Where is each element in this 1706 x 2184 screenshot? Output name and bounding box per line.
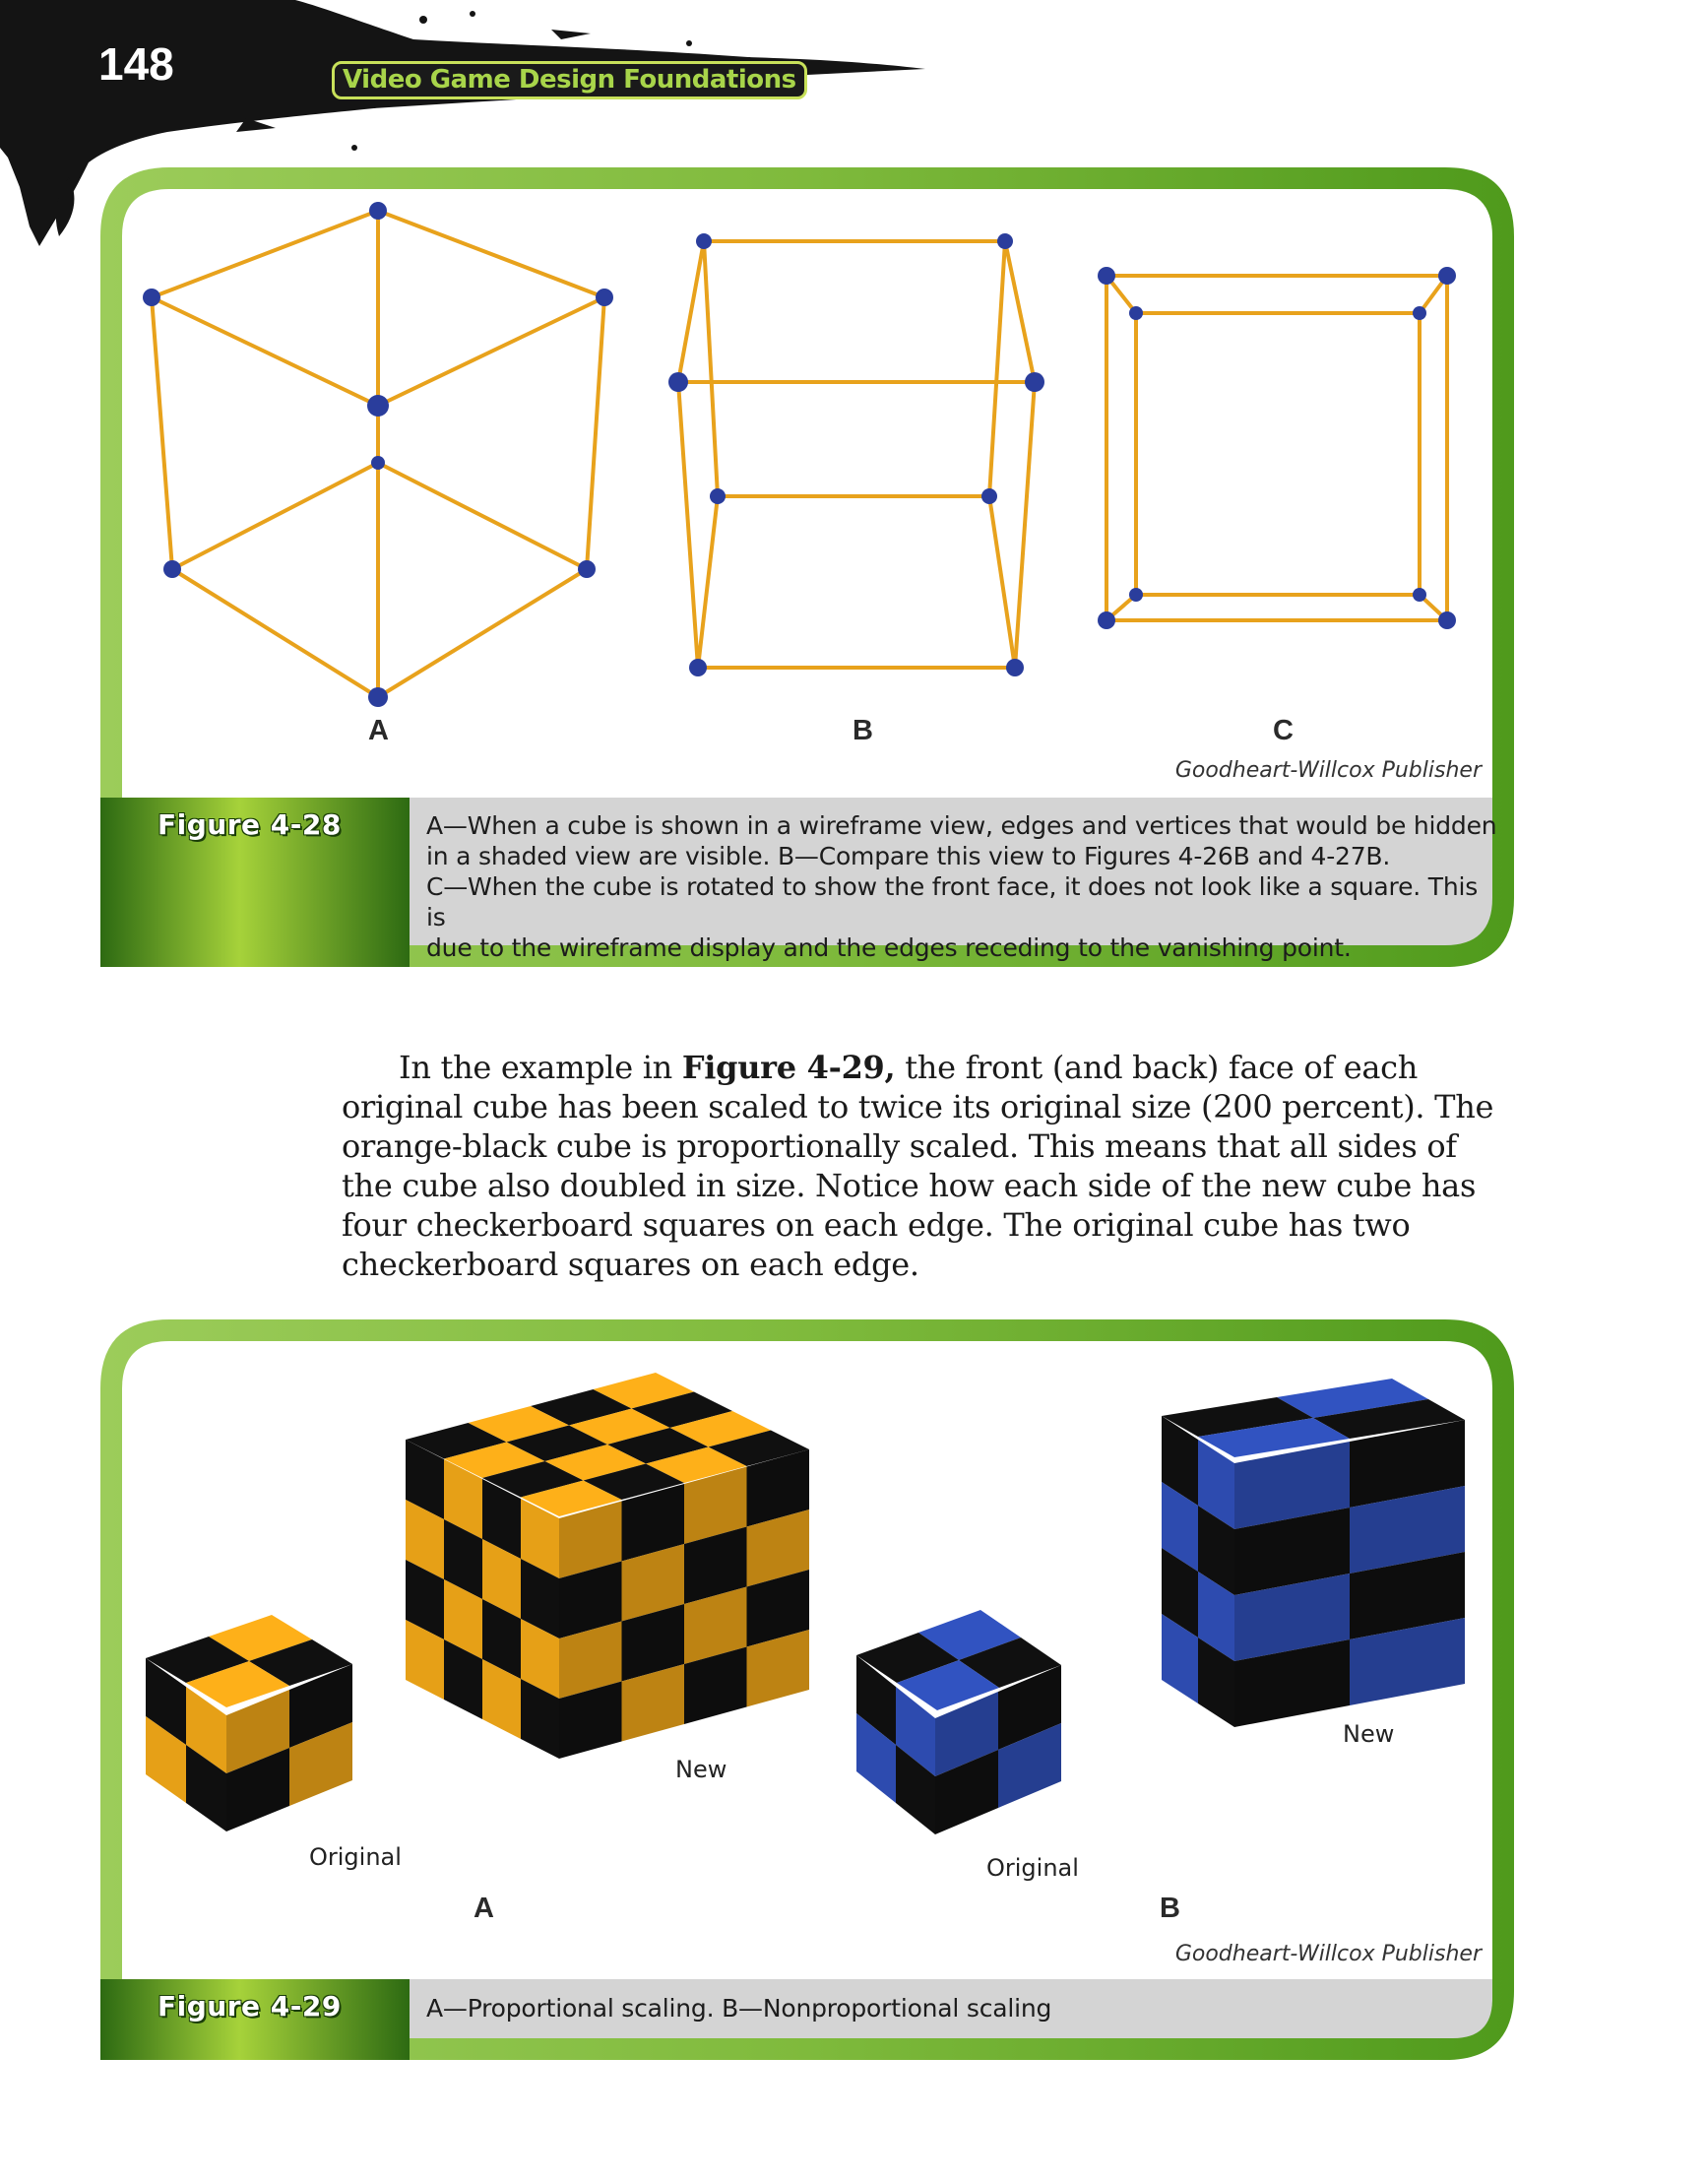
cube-a-new xyxy=(394,1359,827,1802)
figure-4-28-credit: Goodheart-Willcox Publisher xyxy=(1174,758,1482,783)
cube-a-original-label: Original xyxy=(309,1843,402,1871)
wireframe-cube-a xyxy=(138,197,630,719)
cube-b-original-label: Original xyxy=(986,1854,1079,1882)
figure-4-29-credit: Goodheart-Willcox Publisher xyxy=(1174,1942,1482,1966)
caption-line: C—When the cube is rotated to show the front face, it does not look like a square. This is xyxy=(426,872,1479,931)
figure-4-29-caption: A—Proportional scaling. B—Nonproportional scaling xyxy=(426,1994,1052,2023)
caption-line: in a shaded view are visible. B—Compare this view to Figures 4-26B and 4-27B. xyxy=(426,842,1391,870)
paragraph-lead: In the example in xyxy=(399,1049,682,1086)
figure-4-28-label: Figure 4-28 xyxy=(158,808,342,841)
caption-line: A—When a cube is shown in a wireframe view, edges and vertices that would be hidden xyxy=(426,811,1497,840)
cube-b-new-label: New xyxy=(1343,1720,1395,1748)
page-number: 148 xyxy=(98,38,174,90)
view-label-b: B xyxy=(1160,1893,1180,1924)
body-paragraph xyxy=(342,1048,1503,1284)
wireframe-cube-c xyxy=(1093,264,1467,638)
figure-4-29-label: Figure 4-29 xyxy=(158,1990,342,2023)
paragraph-rest: the front (and back) face of each original cube has been scaled to twice its original size (200 percent). The orange-black cube is proportionally scaled. This means that all sides of the cube also doubled in size. Notice how each side of the new cube has four checkerboard squares on each edge. The original cube has two checkerboard squares on each edge. xyxy=(342,1049,1494,1283)
figure-reference: Figure 4-29, xyxy=(681,1049,896,1086)
caption-line: due to the wireframe display and the edges receding to the vanishing point. xyxy=(426,933,1352,962)
view-label-a: A xyxy=(368,715,389,746)
figure-4-28-caption xyxy=(426,810,1499,963)
cube-a-original xyxy=(138,1615,374,1871)
view-label-c: C xyxy=(1273,715,1294,746)
wireframe-cube-b xyxy=(664,226,1058,679)
cube-b-original xyxy=(847,1610,1083,1876)
book-title: Video Game Design Foundations xyxy=(332,61,807,99)
view-label-b: B xyxy=(853,715,873,746)
cube-a-new-label: New xyxy=(675,1756,727,1783)
view-label-a: A xyxy=(474,1893,494,1924)
cube-b-new xyxy=(1152,1379,1477,1753)
